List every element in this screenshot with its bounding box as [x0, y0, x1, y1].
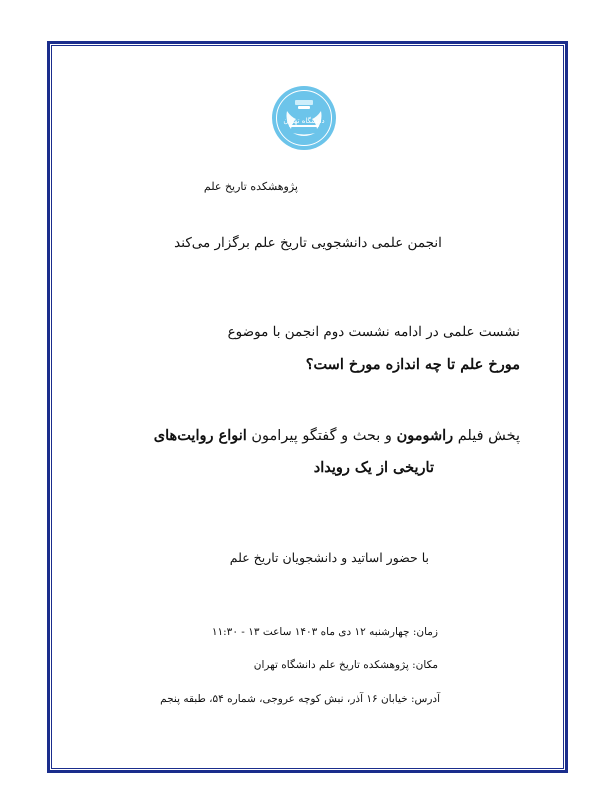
presence-line: با حضور اساتید و دانشجویان تاریخ علم — [229, 550, 429, 565]
film-line-part3: انواع روایت‌های — [153, 427, 247, 444]
film-line-part1: پخش فیلم — [453, 428, 520, 444]
topic-title: مورخ علم تا چه اندازه مورخ است؟ — [305, 356, 520, 373]
intro-line: نشست علمی در ادامه نشست دوم انجمن با موضوع — [227, 324, 520, 340]
film-line-part2: و بحث و گفتگو پیرامون — [246, 428, 397, 444]
institute-name: پژوهشکده تاریخ علم — [203, 180, 298, 193]
event-time: زمان: چهارشنبه ۱۲ دی ماه ۱۴۰۳ ساعت ۱۳ - ۱۱:۳۰ — [211, 626, 438, 638]
film-line — [70, 427, 520, 444]
event-address: آدرس: خیابان ۱۶ آذر، نبش کوچه عروجی، شماره ۵۴، طبقه پنجم — [160, 693, 440, 705]
film-name: راشومون — [396, 427, 454, 444]
event-place: مکان: پژوهشکده تاریخ علم دانشگاه تهران — [253, 659, 438, 671]
svg-text:دانشگاه تهران: دانشگاه تهران — [283, 117, 325, 125]
university-seal-logo — [271, 85, 337, 151]
association-line: انجمن علمی دانشجویی تاریخ علم برگزار می‌کند — [174, 235, 442, 251]
film-line-2: تاریخی از یک رویداد — [313, 459, 434, 476]
